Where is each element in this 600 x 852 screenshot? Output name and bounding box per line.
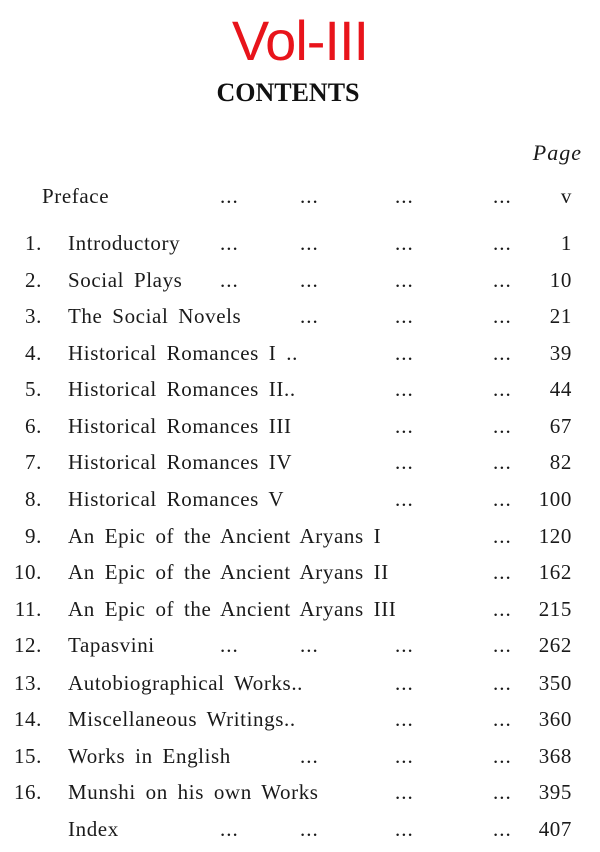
dot-leader: ... [395, 184, 414, 208]
toc-row [0, 227, 600, 259]
entry-page: 395 [538, 780, 572, 804]
entry-page: 120 [538, 524, 572, 548]
entry-title: Introductory [68, 231, 181, 255]
entry-title: Autobiographical Works.. [68, 671, 304, 695]
dot-leader: ... [493, 341, 512, 365]
entry-page: 82 [549, 450, 572, 474]
dot-leader: ... [493, 744, 512, 768]
dot-leader: ... [395, 780, 414, 804]
entry-number: 5. [25, 377, 42, 401]
entry-title: Historical Romances V [68, 487, 285, 511]
entry-number: 14. [13, 707, 42, 731]
entry-number: 2. [25, 268, 42, 292]
dot-leader: ... [395, 707, 414, 731]
entry-page: v [560, 184, 572, 208]
dot-leader: ... [220, 231, 239, 255]
entry-title: An Epic of the Ancient Aryans III [68, 597, 397, 621]
entry-number: 16. [13, 780, 42, 804]
dot-leader: ... [300, 268, 319, 292]
entry-page: 10 [549, 268, 572, 292]
dot-leader: ... [493, 633, 512, 657]
entry-title: Social Plays [68, 268, 183, 292]
page-column-heading: Page [532, 140, 582, 165]
entry-title: Miscellaneous Writings.. [68, 707, 296, 731]
dot-leader: ... [395, 304, 414, 328]
entry-page: 67 [549, 414, 572, 438]
entry-title: Index [68, 817, 119, 841]
dot-leader: ... [395, 487, 414, 511]
entry-number: 13. [13, 671, 42, 695]
toc-row [0, 483, 600, 515]
entry-number: 4. [25, 341, 42, 365]
entry-page: 350 [538, 671, 572, 695]
toc-row [0, 703, 600, 735]
entry-title: An Epic of the Ancient Aryans II [68, 560, 389, 584]
dot-leader: ... [395, 633, 414, 657]
entry-number: 10. [13, 560, 42, 584]
entry-number: 7. [25, 450, 42, 474]
dot-leader: ... [493, 268, 512, 292]
entry-number: 15. [13, 744, 42, 768]
dot-leader: ... [493, 231, 512, 255]
dot-leader: ... [395, 231, 414, 255]
dot-leader: ... [300, 184, 319, 208]
dot-leader: ... [220, 184, 239, 208]
dot-leader: ... [395, 268, 414, 292]
contents-heading: CONTENTS [216, 78, 360, 107]
entry-page: 215 [538, 597, 572, 621]
toc-row [0, 337, 600, 369]
dot-leader: ... [493, 780, 512, 804]
entry-title: Historical Romances IV [68, 450, 293, 474]
entry-page: 100 [538, 487, 572, 511]
entry-page: 368 [538, 744, 572, 768]
toc-row [0, 740, 600, 772]
toc-row [0, 776, 600, 808]
dot-leader: ... [493, 560, 512, 584]
entry-title: Munshi on his own Works [68, 780, 319, 804]
dot-leader: ... [493, 524, 512, 548]
entry-number: 1. [25, 231, 42, 255]
dot-leader: ... [493, 377, 512, 401]
entry-number: 3. [25, 304, 42, 328]
dot-leader: ... [220, 268, 239, 292]
entry-title: The Social Novels [68, 304, 242, 328]
entry-title: Works in English [68, 744, 231, 768]
dot-leader: ... [493, 487, 512, 511]
entry-page: 360 [538, 707, 572, 731]
dot-leader: ... [395, 414, 414, 438]
dot-leader: ... [395, 744, 414, 768]
dot-leader: ... [395, 450, 414, 474]
dot-leader: ... [300, 744, 319, 768]
entry-number: 6. [25, 414, 42, 438]
entry-page: 162 [538, 560, 572, 584]
entry-page: 262 [538, 633, 572, 657]
entry-number: 9. [25, 524, 42, 548]
toc-row [0, 264, 600, 296]
volume-title: Vol-III [231, 9, 369, 72]
dot-leader: ... [300, 633, 319, 657]
dot-leader: ... [395, 671, 414, 695]
toc-row [0, 373, 600, 405]
entry-title: Preface [42, 184, 110, 208]
entry-title: Tapasvini [68, 633, 155, 657]
toc-row [0, 520, 600, 552]
dot-leader: ... [220, 817, 239, 841]
dot-leader: ... [493, 304, 512, 328]
toc-row [0, 556, 600, 588]
entry-number: 8. [25, 487, 42, 511]
toc-row [0, 593, 600, 625]
entry-page: 407 [538, 817, 572, 841]
dot-leader: ... [300, 304, 319, 328]
dot-leader: ... [493, 184, 512, 208]
dot-leader: ... [493, 671, 512, 695]
toc-row [0, 667, 600, 699]
entry-title: Historical Romances III [68, 414, 292, 438]
entry-page: 1 [560, 231, 572, 255]
toc-row [0, 629, 600, 661]
dot-leader: ... [493, 707, 512, 731]
entry-number: 11. [14, 597, 42, 621]
dot-leader: ... [395, 341, 414, 365]
toc-row [0, 410, 600, 442]
toc-row [0, 446, 600, 478]
dot-leader: ... [493, 817, 512, 841]
dot-leader: ... [493, 414, 512, 438]
entry-number: 12. [13, 633, 42, 657]
dot-leader: ... [493, 450, 512, 474]
dot-leader: ... [300, 817, 319, 841]
entry-title: Historical Romances I .. [68, 341, 298, 365]
toc-row [0, 813, 600, 845]
dot-leader: ... [395, 377, 414, 401]
dot-leader: ... [220, 633, 239, 657]
entry-title: An Epic of the Ancient Aryans I [68, 524, 382, 548]
entry-page: 39 [549, 341, 572, 365]
dot-leader: ... [493, 597, 512, 621]
entry-page: 44 [549, 377, 572, 401]
entry-page: 21 [549, 304, 572, 328]
dot-leader: ... [395, 817, 414, 841]
entry-title: Historical Romances II.. [68, 377, 296, 401]
toc-row [0, 300, 600, 332]
dot-leader: ... [300, 231, 319, 255]
toc-row [0, 180, 600, 212]
